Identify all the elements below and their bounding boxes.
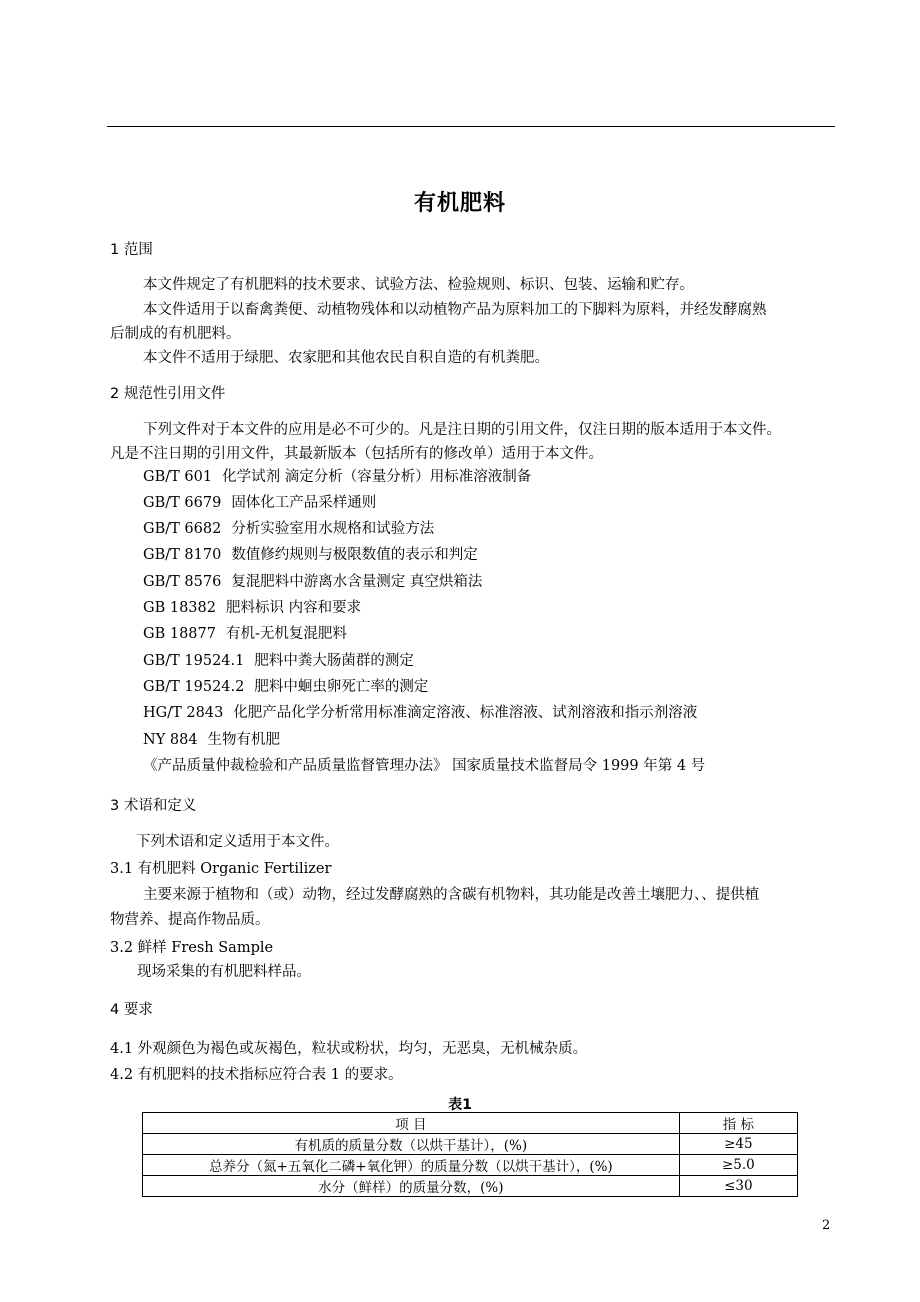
section-2-para-2: 凡是不注日期的引用文件，其最新版本（包括所有的修改单）适用于本文件。 [110, 446, 603, 462]
reference-item [143, 546, 478, 564]
reference-code: GB/T 6682 [143, 521, 222, 537]
reference-title: 肥料中蛔虫卵死亡率的测定 [254, 679, 429, 695]
section-1-para-3: 本文件不适用于绿肥、农家肥和其他农民自积自造的有机粪肥。 [143, 350, 549, 366]
reference-title: 复混肥料中游离水含量测定 真空烘箱法 [231, 574, 483, 590]
section-1-para-1: 本文件规定了有机肥料的技术要求、试验方法、检验规则、标识、包装、运输和贮存。 [143, 277, 694, 293]
reference-code: GB/T 601 [143, 469, 213, 485]
table-row [143, 1176, 798, 1197]
header-rule [107, 126, 835, 127]
reference-item [143, 520, 434, 538]
term-3-1-definition-line-1: 主要来源于植物和（或）动物，经过发酵腐熟的含碳有机物料，其功能是改善土壤肥力、、提供植 [143, 887, 760, 903]
section-1-heading: 1 范围 [110, 242, 153, 258]
requirement-4-2: 4.2 有机肥料的技术指标应符合表 1 的要求。 [110, 1067, 403, 1083]
reference-code: NY 884 [143, 732, 198, 748]
table-row [143, 1134, 798, 1155]
reference-code: GB 18382 [143, 600, 216, 616]
reference-item [143, 625, 347, 643]
reference-item [143, 599, 361, 617]
reference-item [143, 652, 414, 670]
table-cell-value: ≤30 [679, 1176, 797, 1197]
page-number: 2 [822, 1218, 831, 1233]
reference-code: GB 18877 [143, 626, 216, 642]
section-1-para-2-cont: 后制成的有机肥料。 [110, 326, 241, 342]
section-2-heading: 2 规范性引用文件 [110, 386, 226, 402]
term-3-2-definition: 现场采集的有机肥料样品。 [137, 964, 311, 980]
reference-code: GB/T 8576 [143, 574, 222, 590]
term-3-1-definition-line-2: 物营养、提高作物品质。 [110, 912, 270, 928]
reference-title: 化肥产品化学分析常用标准滴定溶液、标准溶液、试剂溶液和指示剂溶液 [233, 705, 698, 721]
table-cell-item: 总养分（氮+五氧化二磷+氧化钾）的质量分数（以烘干基计），(%) [143, 1155, 680, 1176]
section-2-para-1: 下列文件对于本文件的应用是必不可少的。凡是注日期的引用文件，仅注日期的版本适用于本文件。 [143, 422, 781, 438]
table-header-item: 项 目 [143, 1113, 680, 1134]
table-row [143, 1155, 798, 1176]
reference-item [143, 573, 482, 591]
reference-title: 肥料中粪大肠菌群的测定 [254, 653, 414, 669]
requirement-4-1: 4.1 外观颜色为褐色或灰褐色，粒状或粉状，均匀，无恶臭，无机械杂质。 [110, 1041, 588, 1057]
table-cell-value: ≥5.0 [679, 1155, 797, 1176]
reference-item [143, 678, 428, 696]
table-caption: 表1 [448, 1097, 472, 1113]
section-3-heading: 3 术语和定义 [110, 798, 197, 814]
reference-title: 分析实验室用水规格和试验方法 [231, 521, 435, 537]
reference-title: 有机-无机复混肥料 [225, 626, 347, 642]
reference-item [143, 704, 697, 722]
spec-table [142, 1112, 798, 1197]
reference-title: 化学试剂 滴定分析（容量分析）用标准溶液制备 [222, 469, 532, 485]
table-cell-item: 水分（鲜样）的质量分数，(%) [143, 1176, 680, 1197]
reference-code: GB/T 6679 [143, 495, 222, 511]
reference-title: 数值修约规则与极限数值的表示和判定 [231, 547, 478, 563]
reference-title: 固体化工产品采样通则 [231, 495, 377, 511]
term-3-2-title: 3.2 鲜样 Fresh Sample [110, 940, 274, 956]
reference-code: HG/T 2843 [143, 705, 224, 721]
table-header-value: 指 标 [679, 1113, 797, 1134]
term-3-1-title: 3.1 有机肥料 Organic Fertilizer [110, 861, 332, 877]
section-4-heading: 4 要求 [110, 1002, 153, 1018]
table-cell-item: 有机质的质量分数（以烘干基计），(%) [143, 1134, 680, 1155]
reference-item [143, 731, 280, 749]
reference-item [143, 494, 376, 512]
reference-title: 生物有机肥 [207, 732, 281, 748]
reference-code: GB/T 19524.2 [143, 679, 245, 695]
table-cell-value: ≥45 [679, 1134, 797, 1155]
reference-code: GB/T 19524.1 [143, 653, 245, 669]
reference-title: 肥料标识 内容和要求 [225, 600, 362, 616]
document-title: 有机肥料 [413, 191, 506, 216]
reference-item [143, 468, 531, 486]
reference-code: GB/T 8170 [143, 547, 222, 563]
regulation-reference: 《产品质量仲裁检验和产品质量监督管理办法》 国家质量技术监督局令 1999 年第 4 号 [143, 758, 706, 774]
table-header-row [143, 1113, 798, 1134]
section-3-intro: 下列术语和定义适用于本文件。 [136, 834, 339, 850]
section-1-para-2: 本文件适用于以畜禽粪便、动植物残体和以动植物产品为原料加工的下脚料为原料，并经发酵腐熟 [143, 302, 767, 318]
